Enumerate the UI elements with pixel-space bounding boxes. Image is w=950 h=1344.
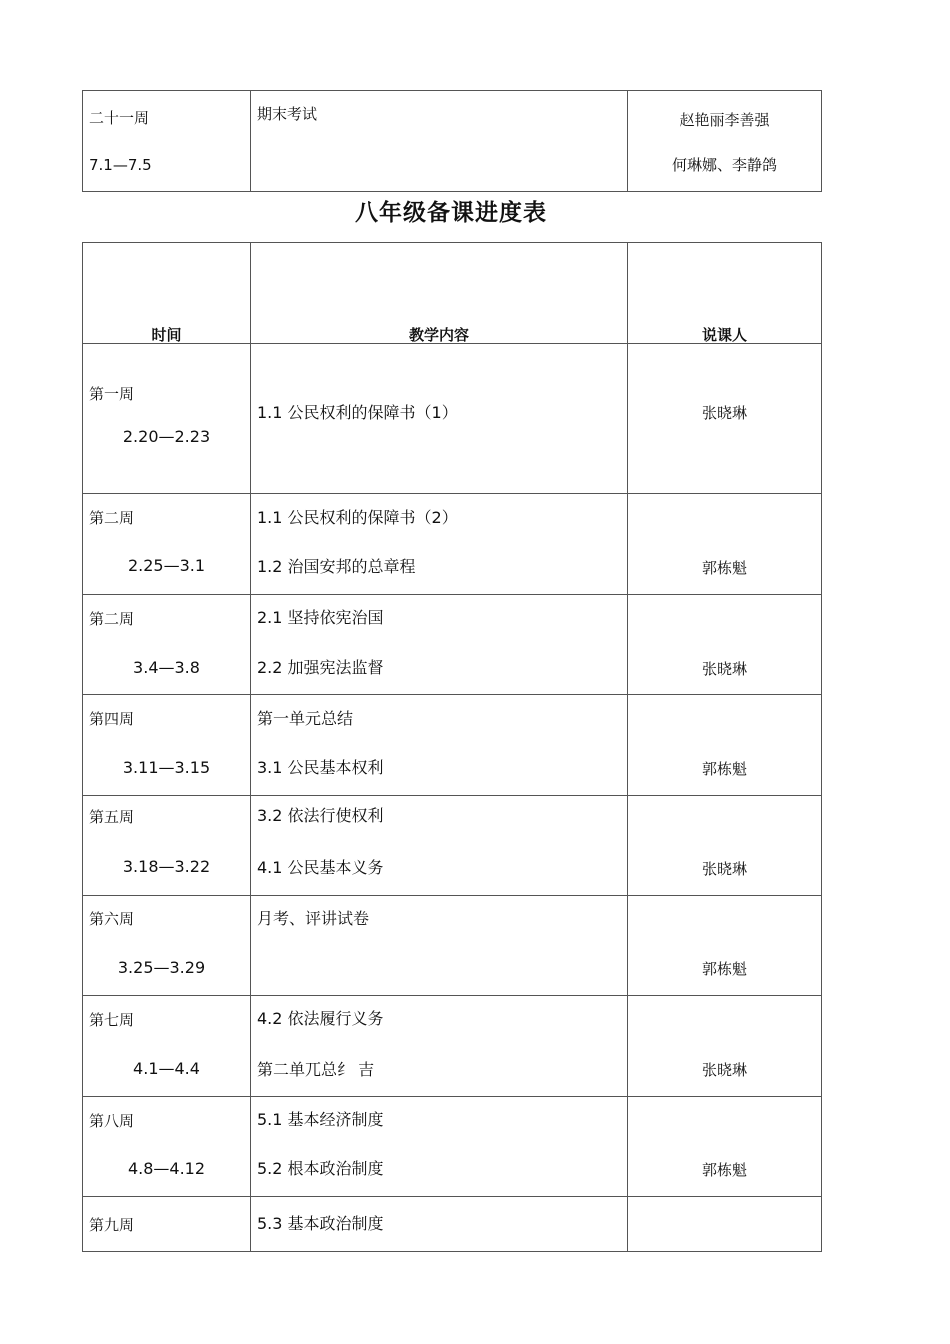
table-row: [83, 595, 822, 695]
content-text: 月考、评讲试卷: [257, 909, 370, 928]
week-label: 第九周: [89, 1216, 135, 1234]
header-row: [83, 243, 822, 344]
speaker-name: 郭栋魁: [701, 559, 747, 577]
content-text: 3.1 公民基本权利: [257, 758, 384, 777]
table-row: [83, 494, 822, 595]
header-speaker: [628, 243, 822, 344]
table-row: [83, 1197, 822, 1252]
header-label: 教学内容: [408, 326, 469, 344]
week-label: 第七周: [89, 1011, 135, 1029]
speaker-name: 张晓琳: [701, 404, 747, 422]
date-range: 4.8—4.12: [127, 1159, 206, 1178]
content-cell: [251, 344, 628, 494]
content-text: 2.2 加强宪法监督: [257, 658, 384, 677]
date-range: 4.1—4.4: [133, 1059, 200, 1078]
speaker-cell: [628, 695, 822, 796]
page-title: 八年级备课进度表: [355, 200, 547, 226]
content-text: 1.1 公民权利的保障书（1）: [257, 403, 458, 422]
speaker-cell: [628, 494, 822, 595]
speaker-cell: [628, 1097, 822, 1197]
content-text: 2.1 坚持依宪治国: [257, 608, 384, 627]
time-cell: [83, 1197, 251, 1252]
content-text: 3.2 依法行使权利: [257, 806, 384, 825]
header-label: 说课人: [701, 326, 747, 344]
date-range: 3.25—3.29: [117, 958, 206, 977]
content-cell: [251, 996, 628, 1097]
speaker-cell: [628, 91, 822, 192]
week-label: 第一周: [89, 385, 135, 403]
content-cell: [251, 796, 628, 896]
speaker-names: 赵艳丽李善强: [679, 111, 770, 129]
content-text: 4.2 依法履行义务: [257, 1009, 384, 1028]
week-label: 第二周: [89, 509, 135, 527]
week-label: 第二周: [89, 610, 135, 628]
week-label: 第六周: [89, 910, 135, 928]
content-text: 第二单兀总纟 吉: [257, 1060, 375, 1079]
content-text: 第一单元总结: [257, 709, 354, 728]
speaker-names: 何琳娜、李静鸽: [671, 156, 777, 174]
table-row: [83, 91, 822, 192]
speaker-cell: [628, 1197, 822, 1252]
content-cell: [251, 595, 628, 695]
table-row: [83, 796, 822, 896]
week-label: 二十一周: [89, 109, 150, 127]
lesson-schedule-table: [82, 242, 822, 1252]
speaker-name: 郭栋魁: [701, 960, 747, 978]
time-cell: [83, 796, 251, 896]
time-cell: [83, 695, 251, 796]
date-range: 3.18—3.22: [122, 857, 211, 876]
week-label: 第八周: [89, 1112, 135, 1130]
content-cell: [251, 896, 628, 996]
time-cell: [83, 896, 251, 996]
content-text: 5.2 根本政治制度: [257, 1159, 384, 1178]
time-cell: [83, 494, 251, 595]
date-range: 7.1—7.5: [89, 156, 152, 174]
speaker-name: 张晓琳: [701, 860, 747, 878]
content-text: 5.3 基本政治制度: [257, 1214, 384, 1233]
speaker-name: 张晓琳: [701, 1061, 747, 1079]
time-cell: [83, 996, 251, 1097]
table-row: [83, 695, 822, 796]
speaker-name: 张晓琳: [701, 660, 747, 678]
time-cell: [83, 1097, 251, 1197]
table-row: [83, 996, 822, 1097]
speaker-cell: [628, 996, 822, 1097]
content-text: 期末考试: [257, 105, 318, 123]
content-text: 1.1 公民权利的保障书（2）: [257, 508, 458, 527]
date-range: 2.25—3.1: [127, 556, 206, 575]
week-label: 第四周: [89, 710, 135, 728]
header-time: [83, 243, 251, 344]
table-row: [83, 1097, 822, 1197]
date-range: 3.11—3.15: [122, 758, 211, 777]
header-label: 时间: [151, 326, 182, 344]
time-cell: [83, 91, 251, 192]
content-cell: [251, 91, 628, 192]
content-text: 1.2 治国安邦的总章程: [257, 557, 416, 576]
speaker-name: 郭栋魁: [701, 760, 747, 778]
content-cell: [251, 1097, 628, 1197]
table-row: [83, 896, 822, 996]
week-label: 第五周: [89, 808, 135, 826]
speaker-cell: [628, 796, 822, 896]
content-text: 4.1 公民基本义务: [257, 858, 384, 877]
speaker-name: 郭栋魁: [701, 1161, 747, 1179]
date-range: 2.20—2.23: [122, 427, 211, 446]
speaker-cell: [628, 344, 822, 494]
content-cell: [251, 1197, 628, 1252]
date-range: 3.4—3.8: [133, 658, 200, 677]
time-cell: [83, 595, 251, 695]
previous-schedule-table: [82, 90, 822, 192]
content-cell: [251, 494, 628, 595]
speaker-cell: [628, 595, 822, 695]
table-row: [83, 344, 822, 494]
content-cell: [251, 695, 628, 796]
header-content: [251, 243, 628, 344]
time-cell: [83, 344, 251, 494]
content-text: 5.1 基本经济制度: [257, 1110, 384, 1129]
speaker-cell: [628, 896, 822, 996]
